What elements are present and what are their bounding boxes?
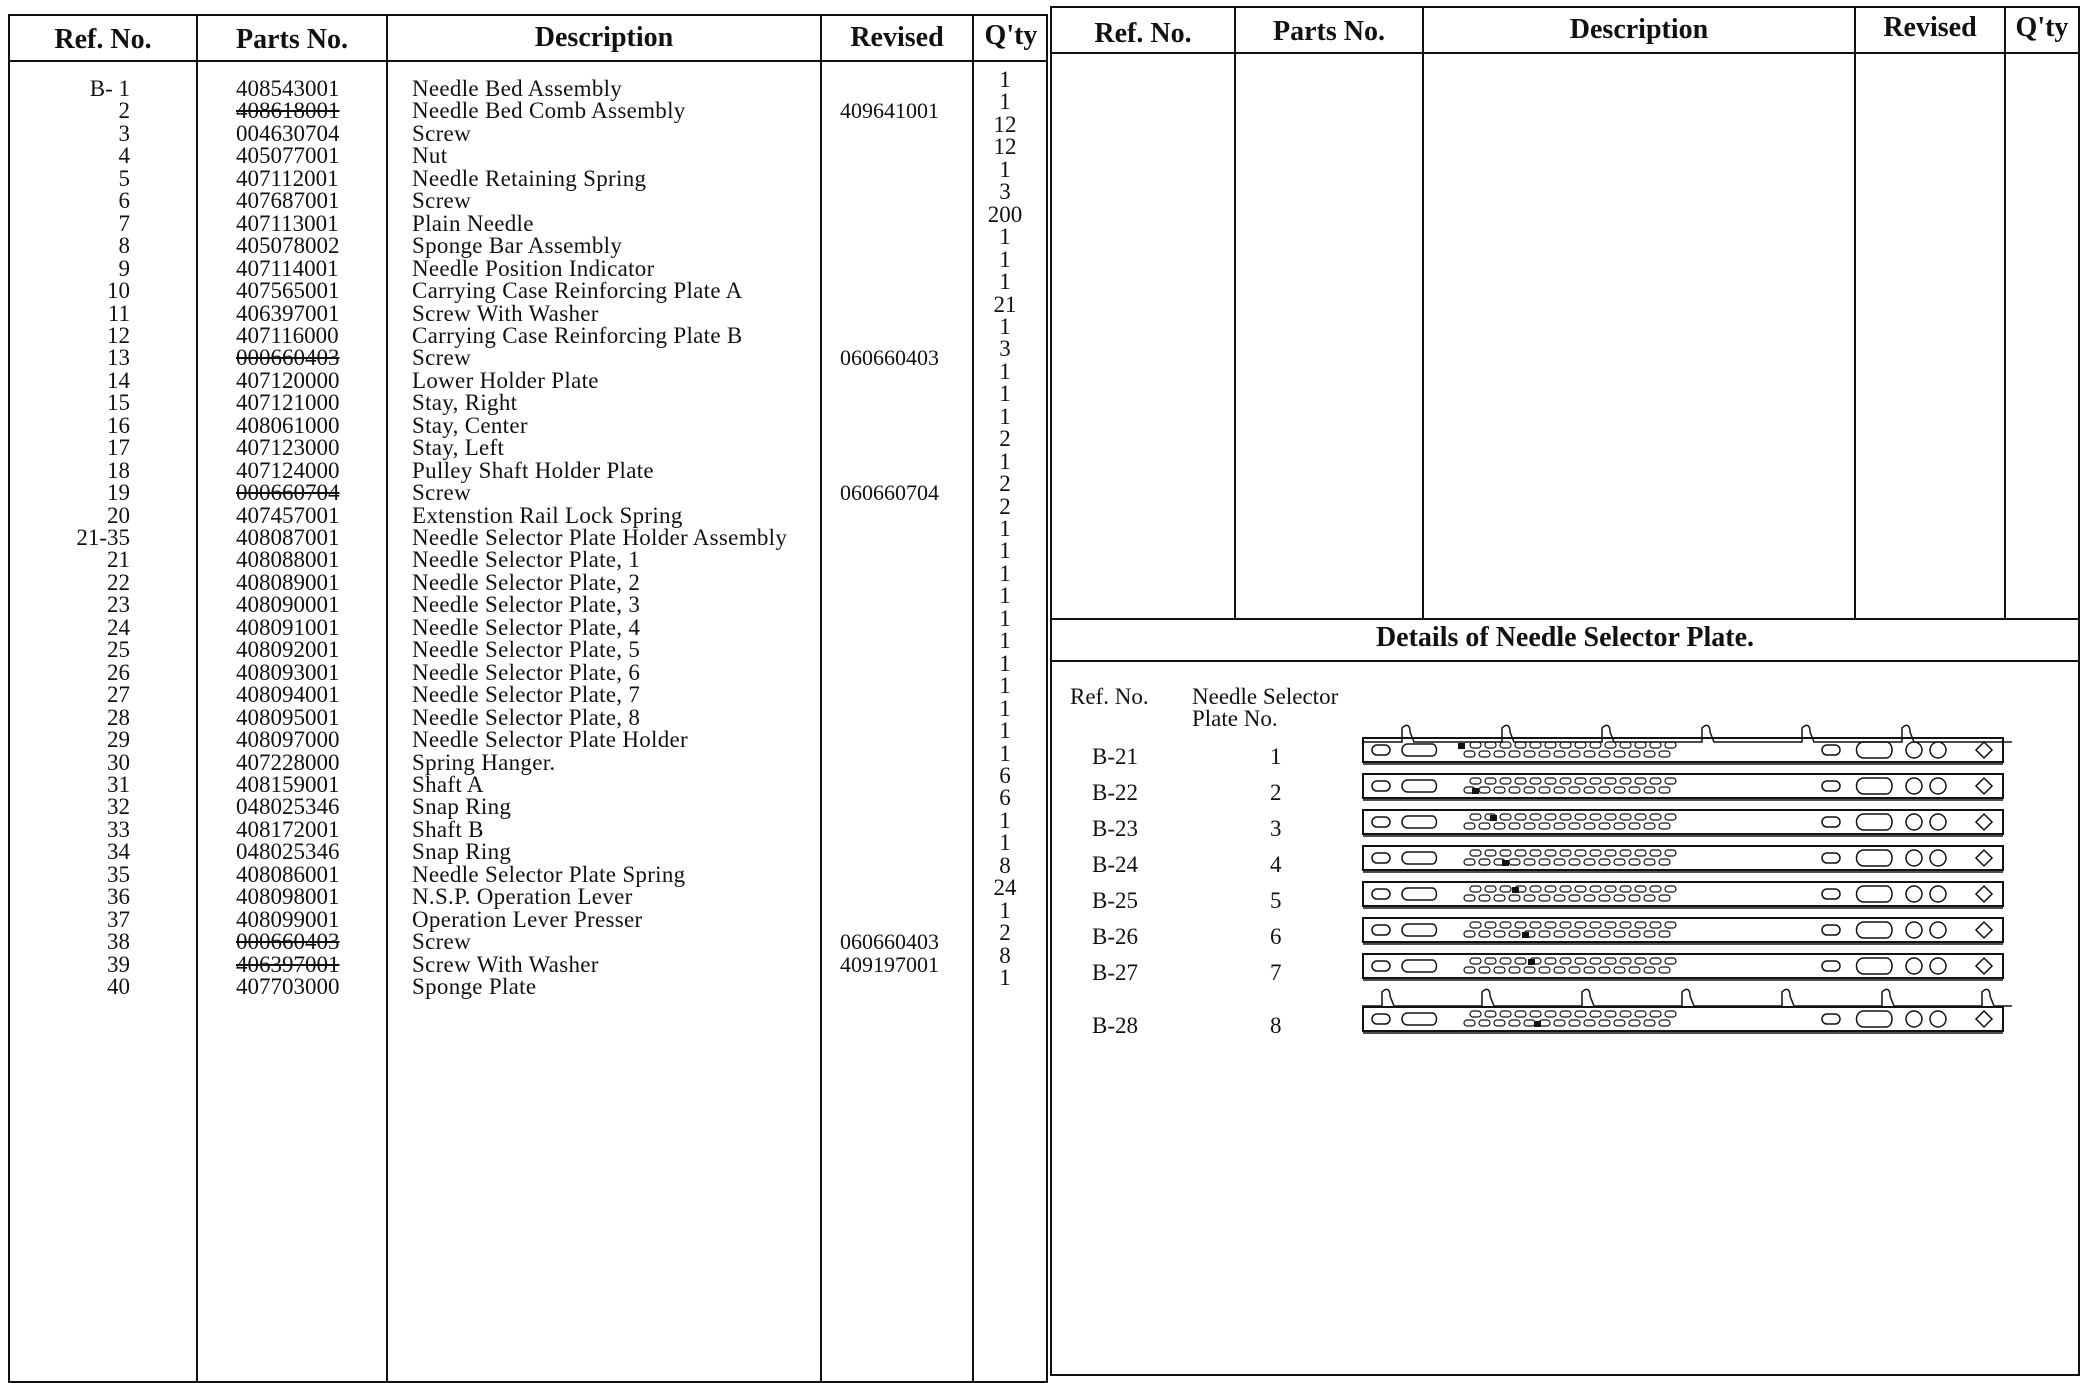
plate-number: 3 <box>1270 816 1282 841</box>
part-description: Needle Selector Plate Holder Assembly <box>412 525 788 550</box>
part-ref-no: 29 <box>107 727 130 753</box>
part-revised-no: 409641001 <box>840 98 939 124</box>
left-col-divider <box>196 14 198 1383</box>
part-revised-no: 409197001 <box>840 951 939 977</box>
part-qty: 6 <box>999 785 1011 811</box>
part-ref-no: 39 <box>107 951 130 977</box>
part-number: 407121000 <box>236 390 340 416</box>
part-number: 407457001 <box>236 502 340 528</box>
part-ref-no: 3 <box>118 120 130 146</box>
left-header-rule <box>8 60 1048 62</box>
part-qty: 1 <box>999 965 1011 990</box>
part-description: Needle Bed Assembly <box>412 76 623 101</box>
plate-number: 6 <box>1270 924 1282 949</box>
part-ref-no: 33 <box>107 816 130 842</box>
plate-number: 4 <box>1270 852 1282 877</box>
left-col-divider <box>972 14 974 1383</box>
part-ref-no: 19 <box>107 480 130 506</box>
part-qty: 1 <box>999 718 1011 744</box>
plate-number: 5 <box>1270 888 1282 913</box>
part-qty: 2 <box>999 920 1011 946</box>
plate-ref-no: B-23 <box>1092 816 1138 841</box>
part-description: Needle Selector Plate, 3 <box>412 592 641 618</box>
part-qty: 1 <box>999 560 1011 586</box>
part-ref-no: 14 <box>107 367 130 393</box>
needle-selector-plate-drawing <box>1362 916 2006 944</box>
part-description: Sponge Bar Assembly <box>412 233 623 259</box>
part-description: Needle Selector Plate, 5 <box>412 637 641 663</box>
details-plate-label-2: Plate No. <box>1192 706 1278 731</box>
part-ref-no: 2 <box>118 98 130 124</box>
part-ref-no: 5 <box>118 165 130 191</box>
header-ref-no: Ref. No. <box>1094 18 1192 49</box>
part-description: Carrying Case Reinforcing Plate A <box>412 278 743 304</box>
part-description: Needle Retaining Spring <box>412 165 647 191</box>
plate-number: 8 <box>1270 1013 1282 1038</box>
needle-selector-plate-drawing <box>1362 844 2006 872</box>
part-ref-no: 11 <box>107 300 130 326</box>
header-qty: Q'ty <box>984 20 1038 51</box>
part-ref-no: 36 <box>107 884 130 910</box>
part-ref-no: 31 <box>107 771 130 797</box>
header-parts-no: Parts No. <box>1273 16 1385 47</box>
part-qty: 1 <box>999 516 1011 541</box>
part-description: Extenstion Rail Lock Spring <box>412 502 683 528</box>
part-ref-no: 27 <box>107 682 130 708</box>
part-qty: 1 <box>999 269 1011 295</box>
part-ref-no: 10 <box>107 278 130 304</box>
part-qty: 1 <box>999 695 1011 721</box>
plate-ref-no: B-24 <box>1092 852 1138 877</box>
part-number: 408092001 <box>236 637 340 663</box>
part-ref-no: 28 <box>107 704 130 730</box>
part-qty: 1 <box>999 313 1011 339</box>
part-qty: 1 <box>999 358 1011 384</box>
part-number: 408088001 <box>236 547 340 573</box>
part-qty: 2 <box>999 471 1011 497</box>
part-description: Spring Hanger. <box>412 749 556 775</box>
part-number: 406397001 <box>236 951 340 977</box>
part-ref-no: 6 <box>118 188 130 214</box>
part-qty: 1 <box>999 224 1011 250</box>
part-number: 407228000 <box>236 749 340 775</box>
part-number: 406397001 <box>236 300 340 326</box>
plate-ref-no: B-21 <box>1092 744 1138 769</box>
part-number: 407124000 <box>236 457 340 483</box>
needle-selector-plate-drawing <box>1362 952 2006 980</box>
part-ref-no: 21-35 <box>76 525 130 550</box>
part-description: Needle Bed Comb Assembly <box>412 98 686 124</box>
right-header-rule <box>1050 52 2080 54</box>
part-ref-no: 18 <box>107 457 130 483</box>
part-ref-no: 9 <box>118 255 130 281</box>
part-number: 000660403 <box>236 345 340 371</box>
part-number: 408094001 <box>236 682 340 708</box>
part-description: Stay, Left <box>412 435 505 461</box>
part-description: Shaft B <box>412 816 484 842</box>
needle-selector-plate-drawing <box>1362 1005 2006 1033</box>
right-col-divider <box>1854 6 1856 618</box>
part-qty: 12 <box>993 134 1017 160</box>
part-qty: 1 <box>999 403 1011 429</box>
part-description: Needle Selector Plate Spring <box>412 861 686 887</box>
part-description: Screw <box>412 929 471 955</box>
part-description: Nut <box>412 143 448 169</box>
part-description: Pulley Shaft Holder Plate <box>412 457 654 483</box>
part-ref-no: 40 <box>107 974 130 999</box>
part-number: 408089001 <box>236 569 340 595</box>
part-ref-no: 26 <box>107 659 130 685</box>
part-ref-no: 16 <box>107 412 130 438</box>
part-qty: 1 <box>999 538 1011 564</box>
part-qty: 3 <box>999 179 1011 205</box>
part-number: 048025346 <box>236 839 340 865</box>
part-number: 407113001 <box>236 210 339 236</box>
part-description: Screw <box>412 480 471 506</box>
part-description: N.S.P. Operation Lever <box>412 884 633 910</box>
part-qty: 1 <box>999 740 1011 766</box>
part-number: 408093001 <box>236 659 340 685</box>
part-qty: 1 <box>999 381 1011 407</box>
comb-outline-drawing <box>1362 722 2012 742</box>
header-revised: Revised <box>850 22 944 53</box>
part-ref-no: 4 <box>118 143 130 169</box>
part-ref-no: 35 <box>107 861 130 887</box>
part-ref-no: 12 <box>107 322 130 348</box>
part-qty: 2 <box>999 493 1011 519</box>
plate-ref-no: B-27 <box>1092 960 1138 985</box>
part-description: Sponge Plate <box>412 974 537 999</box>
part-number: 408097000 <box>236 727 340 753</box>
part-qty: 8 <box>999 942 1011 968</box>
part-revised-no: 060660403 <box>840 345 939 371</box>
part-description: Needle Selector Plate, 1 <box>412 547 641 573</box>
part-qty: 1 <box>999 628 1011 654</box>
part-description: Needle Position Indicator <box>412 255 655 281</box>
part-revised-no: 060660403 <box>840 929 939 955</box>
part-ref-no: 30 <box>107 749 130 775</box>
part-qty: 8 <box>999 852 1011 878</box>
details-top-rule <box>1050 618 2080 620</box>
part-qty: 12 <box>993 111 1017 137</box>
part-description: Carrying Case Reinforcing Plate B <box>412 322 743 348</box>
part-qty: 1 <box>999 650 1011 676</box>
part-description: Plain Needle <box>412 210 534 236</box>
details-title: Details of Needle Selector Plate. <box>1375 622 1755 653</box>
part-description: Stay, Right <box>412 390 518 416</box>
part-qty: 1 <box>999 156 1011 182</box>
plate-number: 7 <box>1270 960 1282 985</box>
part-number: 048025346 <box>236 794 340 820</box>
part-number: 405078002 <box>236 233 340 259</box>
part-revised-no: 060660704 <box>840 480 939 506</box>
part-description: Snap Ring <box>412 794 512 820</box>
part-number: 408061000 <box>236 412 340 438</box>
part-description: Screw <box>412 120 471 146</box>
part-number: 408172001 <box>236 816 340 842</box>
part-qty: 2 <box>999 426 1011 452</box>
part-ref-no: 34 <box>107 839 130 865</box>
part-number: 408090001 <box>236 592 340 618</box>
right-col-divider <box>1422 6 1424 618</box>
part-description: Needle Selector Plate, 6 <box>412 659 641 685</box>
right-col-divider <box>1234 6 1236 618</box>
part-qty: 6 <box>999 762 1011 788</box>
header-ref-no: Ref. No. <box>54 24 152 55</box>
part-description: Screw With Washer <box>412 300 599 326</box>
plate-number: 2 <box>1270 780 1282 805</box>
part-number: 408091001 <box>236 614 340 640</box>
part-ref-no: 15 <box>107 390 130 416</box>
part-qty: 1 <box>999 246 1011 272</box>
part-number: 000660704 <box>236 480 340 506</box>
part-ref-no: 25 <box>107 637 130 663</box>
plate-ref-no: B-25 <box>1092 888 1138 913</box>
needle-selector-plate-drawing <box>1362 772 2006 800</box>
part-number: 408086001 <box>236 861 340 887</box>
part-number: 408099001 <box>236 906 340 932</box>
details-ref-label: Ref. No. <box>1070 684 1149 709</box>
part-ref-no: 7 <box>118 210 130 236</box>
part-description: Needle Selector Plate, 8 <box>412 704 641 730</box>
plate-number: 1 <box>1270 744 1282 769</box>
part-qty: 3 <box>999 336 1011 362</box>
part-ref-no: 20 <box>107 502 130 528</box>
details-plate-label-1: Needle Selector <box>1192 684 1339 709</box>
part-qty: 1 <box>999 897 1011 923</box>
details-title-rule <box>1050 660 2080 662</box>
part-qty: 200 <box>987 201 1023 227</box>
part-description: Needle Selector Plate, 2 <box>412 569 641 595</box>
part-description: Screw With Washer <box>412 951 599 977</box>
part-ref-no: 37 <box>107 906 130 932</box>
part-number: 405077001 <box>236 143 340 169</box>
part-description: Needle Selector Plate Holder <box>412 727 688 753</box>
part-qty: 1 <box>999 605 1011 631</box>
part-number: 000660403 <box>236 929 340 955</box>
part-number: 408087001 <box>236 525 340 550</box>
part-ref-no: 24 <box>107 614 130 640</box>
part-number: 407565001 <box>236 278 340 304</box>
right-col-divider <box>2004 6 2006 618</box>
part-ref-no: 21 <box>107 547 130 573</box>
part-number: 407120000 <box>236 367 340 393</box>
part-qty: 1 <box>999 673 1011 699</box>
part-description: Operation Lever Presser <box>412 906 643 932</box>
part-number: 408095001 <box>236 704 340 730</box>
left-col-divider <box>386 14 388 1383</box>
part-qty: 1 <box>999 67 1011 92</box>
header-description: Description <box>1569 14 1709 45</box>
part-qty: 1 <box>999 583 1011 609</box>
part-number: 407114001 <box>236 255 339 281</box>
part-description: Snap Ring <box>412 839 512 865</box>
part-description: Needle Selector Plate, 4 <box>412 614 641 640</box>
needle-selector-plate-drawing <box>1362 808 2006 836</box>
part-ref-no: 8 <box>118 233 130 259</box>
part-qty: 1 <box>999 448 1011 474</box>
part-ref-no: 17 <box>107 435 130 461</box>
part-description: Stay, Center <box>412 412 528 438</box>
part-qty: 1 <box>999 830 1011 856</box>
part-number: 407703000 <box>236 974 340 999</box>
part-description: Needle Selector Plate, 7 <box>412 682 641 708</box>
part-number: 408159001 <box>236 771 340 797</box>
part-number: 407112001 <box>236 165 339 191</box>
part-description: Shaft A <box>412 771 484 797</box>
part-number: 407116000 <box>236 322 339 348</box>
part-qty: 1 <box>999 807 1011 833</box>
needle-selector-plate-drawing <box>1362 880 2006 908</box>
part-qty: 1 <box>999 89 1011 115</box>
part-number: 408098001 <box>236 884 340 910</box>
part-number: 407687001 <box>236 188 340 214</box>
plate-ref-no: B-26 <box>1092 924 1138 949</box>
part-ref-no: 32 <box>107 794 130 820</box>
part-ref-no: 13 <box>107 345 130 371</box>
part-description: Screw <box>412 345 471 371</box>
part-ref-no: B- 1 <box>89 76 130 101</box>
part-ref-no: 23 <box>107 592 130 618</box>
part-number: 408618001 <box>236 98 340 124</box>
part-ref-no: 22 <box>107 569 130 595</box>
header-description: Description <box>534 22 674 53</box>
header-qty: Q'ty <box>2015 12 2069 43</box>
header-revised: Revised <box>1883 12 1977 43</box>
part-qty: 24 <box>993 875 1017 901</box>
part-ref-no: 38 <box>107 929 130 955</box>
part-number: 407123000 <box>236 435 340 461</box>
plate-ref-no: B-22 <box>1092 780 1138 805</box>
part-description: Screw <box>412 188 471 214</box>
plate-ref-no: B-28 <box>1092 1013 1138 1038</box>
comb-outline-drawing <box>1362 986 2012 1006</box>
part-qty: 21 <box>993 291 1017 317</box>
part-description: Lower Holder Plate <box>412 367 599 393</box>
header-parts-no: Parts No. <box>236 24 348 55</box>
part-number: 004630704 <box>236 120 340 146</box>
part-number: 408543001 <box>236 76 340 101</box>
